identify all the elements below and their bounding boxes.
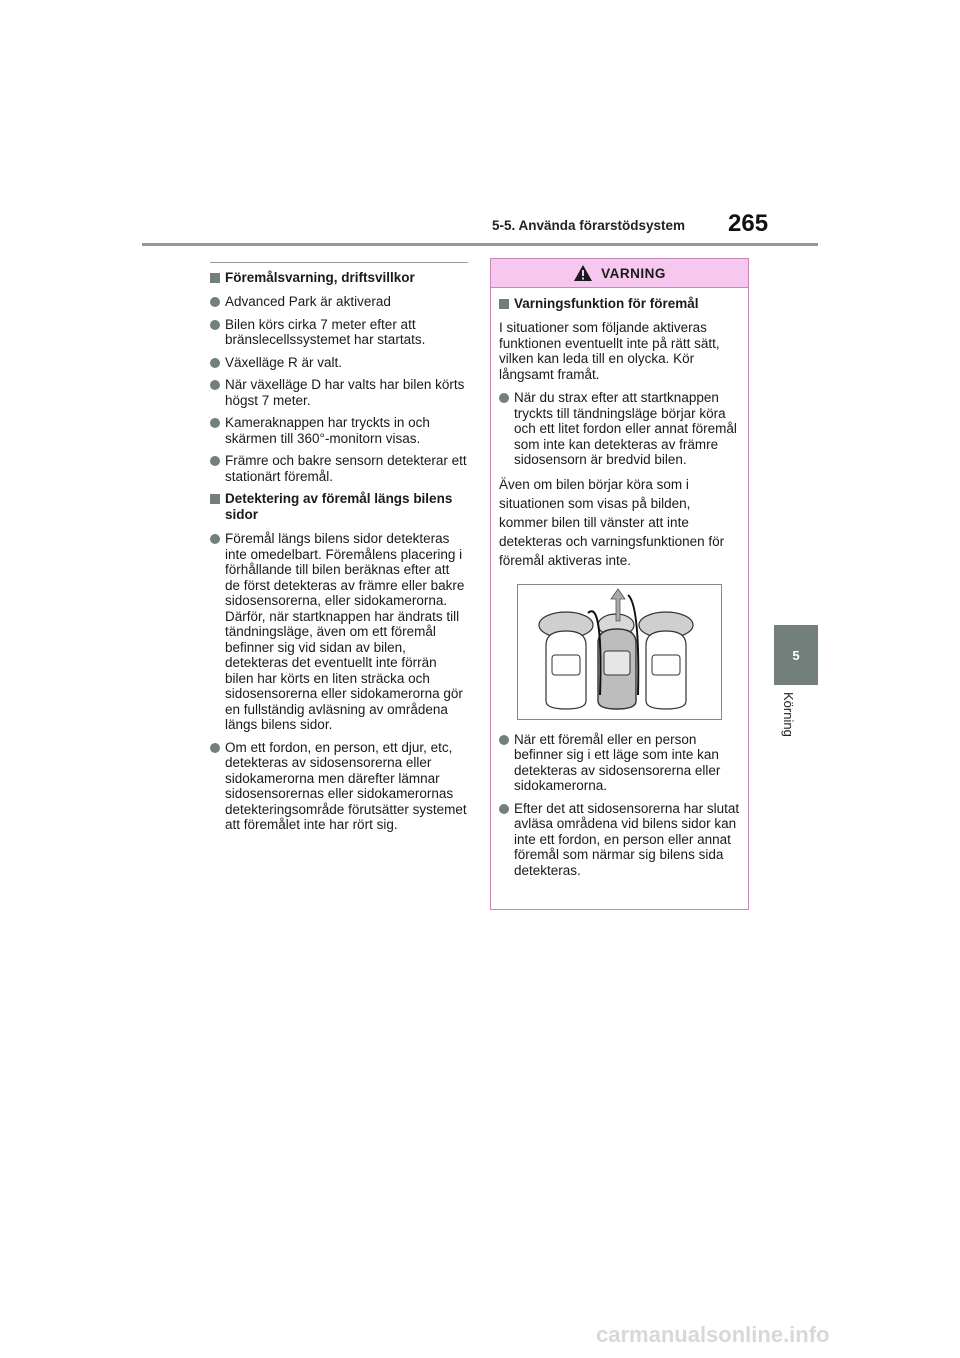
bullet-dot [210, 456, 220, 466]
list-item-text: Bilen körs cirka 7 meter efter att bränslecellssystemet har startats. [225, 316, 426, 347]
warning-paragraph: Även om bilen börjar köra som i situationen som visas på bilden, kommer bilen till vänster att inte detekteras och varningsfunktionen för föremål aktiveras inte. [499, 476, 725, 568]
bullet-dot [210, 418, 220, 428]
section-title: 5-5. Använda förarstödsystem [492, 218, 686, 233]
bullet-dot [210, 297, 220, 307]
bullet-dot [210, 743, 220, 753]
parking-scene-illustration [518, 585, 721, 719]
chapter-label: Körning [781, 692, 796, 737]
list-item [210, 740, 468, 833]
left-column [210, 262, 468, 840]
warning-intro: I situationer som följande aktiveras funktionen eventuellt inte på rätt sätt, vilken kan leda till en olycka. Kör långsamt framåt. [499, 320, 720, 382]
square-marker [210, 494, 220, 504]
list-item-text: Främre och bakre sensorn detekterar ett stationärt föremål. [225, 453, 467, 484]
warning-body [491, 288, 748, 878]
warning-title: VARNING [601, 265, 666, 281]
bullet-dot [499, 393, 509, 403]
list-item [210, 317, 468, 348]
warning-header [491, 259, 748, 288]
list-item [499, 801, 740, 879]
list-item-text: När växelläge D har valts har bilen körts högst 7 meter. [225, 377, 465, 408]
warning-triangle-icon [573, 264, 593, 282]
list-item [210, 415, 468, 446]
list-item-text: Om ett fordon, en person, ett djur, etc, detekteras av sidosensorerna eller sidokamerorna men därefter lämnar sidosensorernas eller sidokamerornas detekteringsområde förutsätter systemet att föremålet inte har rört sig. [225, 739, 467, 832]
list-item-text: Föremål längs bilens sidor detekteras inte omedelbart. Föremålens placering i förhållande till bilen beräknas efter att de först detekteras av främre eller bakre sidosensorerna, eller sidokamerorna. Därför, när startknappen har ändrats till tändningsläge, även om ett föremål befinner sig vid sidan av bilen, detekteras det eventuellt inte förrän bilen har körts en liten sträcka och sidosensorerna eller sidokamerorna gör en fullständig avläsning av områdena längs bilens sidor. [225, 531, 465, 732]
square-marker [210, 273, 220, 283]
list-item [210, 453, 468, 484]
list-item-text: Kameraknappen har tryckts in och skärmen till 360°-monitorn visas. [225, 415, 430, 446]
list-item [499, 732, 740, 794]
header-divider [142, 243, 818, 246]
bullet-dot [210, 534, 220, 544]
heading-side-detection [210, 491, 468, 523]
list-item-text: Växelläge R är valt. [225, 354, 343, 370]
chapter-tab [774, 625, 818, 685]
watermark: carmanualsonline.info [596, 1322, 830, 1347]
list-item-text: Advanced Park är aktiverad [225, 294, 391, 309]
heading-text: Föremålsvarning, driftsvillkor [225, 270, 415, 285]
bullet-dot [499, 735, 509, 745]
list-item-text: Efter det att sidosensorerna har slutat avläsa områdena vid bilens sidor kan inte ett fordon, en person eller annat föremål som närmar sig bilens sida detekteras. [514, 800, 740, 878]
bullet-dot [210, 380, 220, 390]
list-item [210, 294, 468, 310]
square-marker [499, 299, 509, 309]
list-item-text: När du strax efter att startknappen tryckts till tändningsläge börjar köra och ett litet fordon eller annat föremål som inte kan detekteras av främre sidosensorn är bredvid bilen. [514, 390, 737, 467]
heading-operating-conditions [210, 270, 468, 286]
page-number: 265 [728, 210, 769, 237]
list-item [210, 355, 468, 371]
bullet-dot [499, 804, 509, 814]
chapter-number: 5 [792, 647, 800, 663]
warning-box [490, 258, 749, 910]
heading-text: Detektering av föremål längs bilens sidor [225, 491, 453, 522]
heading-text: Varningsfunktion för föremål [514, 296, 699, 311]
list-item [210, 531, 468, 733]
list-item-text: När ett föremål eller en person befinner sig i ett läge som inte kan detekteras av sidosensorerna eller sidokamerorna. [514, 731, 721, 793]
bullet-dot [210, 320, 220, 330]
bullet-dot [210, 358, 220, 368]
warning-heading [499, 296, 740, 312]
list-item [210, 377, 468, 408]
illustration-cars [517, 584, 722, 720]
list-item [499, 390, 740, 468]
